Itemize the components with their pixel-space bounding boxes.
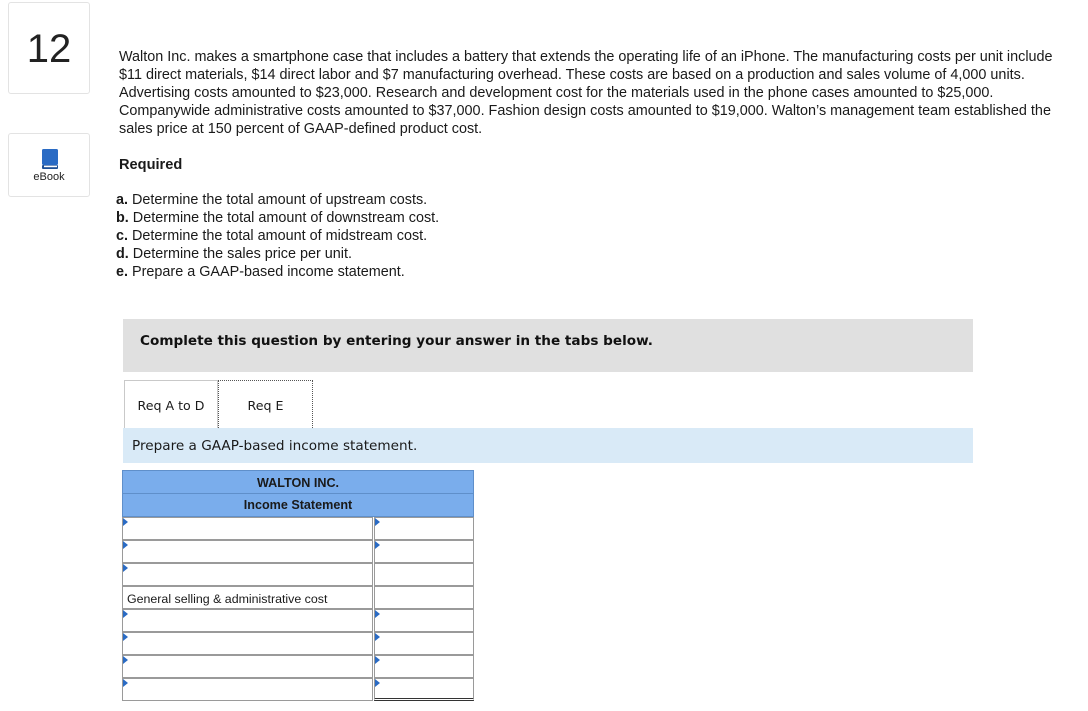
requirement-text: Determine the total amount of midstream cost. — [132, 228, 428, 244]
dropdown-marker-icon — [123, 679, 128, 687]
tab-panel-instruction — [123, 428, 973, 463]
statement-title: Income Statement — [122, 494, 474, 517]
label-dropdown[interactable] — [122, 517, 373, 540]
required-heading: Required — [119, 157, 183, 173]
dropdown-marker-icon — [123, 656, 128, 664]
amount-input[interactable] — [374, 586, 474, 609]
label-dropdown[interactable] — [122, 655, 373, 678]
gsa-label: General selling & administrative cost — [127, 592, 328, 606]
tab-label: Req A to D — [137, 398, 205, 413]
tab-panel-instruction-text: Prepare a GAAP-based income statement. — [132, 438, 418, 454]
label-dropdown[interactable] — [122, 609, 373, 632]
table-row — [122, 586, 474, 609]
prompt-text: Walton Inc. makes a smartphone case that includes a battery that extends the operating life of an iPhone. The manufacturing costs per unit include $11 direct materials, $14 direct labor and $7 manufacturing overhead. These costs are based on a production and sales volume of 4,000 units. Advertising costs amounted to $23,000. Research and development cost for the materials used in the phone cases amounted to $25,000. Companywide administrative costs amounted to $37,000. Fashion design costs amounted to $19,000. Walton’s management team established the sales price at 150 percent of GAAP-defined product cost. — [119, 49, 1053, 137]
amount-input[interactable] — [374, 655, 474, 678]
requirement-letter: e. — [116, 264, 129, 280]
book-icon — [40, 148, 60, 170]
table-row — [122, 517, 474, 540]
amount-input[interactable] — [374, 517, 474, 540]
requirement-item — [116, 245, 439, 263]
input-marker-icon — [375, 679, 380, 687]
label-dropdown[interactable] — [122, 632, 373, 655]
amount-input[interactable] — [374, 632, 474, 655]
input-marker-icon — [375, 633, 380, 641]
table-row — [122, 655, 474, 678]
label-dropdown[interactable] — [122, 563, 373, 586]
requirement-text: Determine the sales price per unit. — [132, 246, 352, 262]
requirement-item — [116, 263, 439, 281]
net-income-input[interactable] — [374, 678, 474, 701]
tab-label: Req E — [247, 398, 284, 413]
requirement-item — [116, 209, 439, 227]
dropdown-marker-icon — [123, 610, 128, 618]
amount-input[interactable] — [374, 540, 474, 563]
requirement-letter: b. — [116, 210, 129, 226]
requirement-item — [116, 227, 439, 245]
question-number-box — [8, 2, 90, 94]
input-marker-icon — [375, 541, 380, 549]
table-row — [122, 632, 474, 655]
question-number: 12 — [26, 27, 72, 71]
income-statement-table — [122, 470, 474, 701]
requirement-letter: a. — [116, 192, 129, 208]
table-row — [122, 678, 474, 701]
dropdown-marker-icon — [123, 564, 128, 572]
requirement-text: Prepare a GAAP-based income statement. — [132, 264, 405, 280]
requirement-letter: d. — [116, 246, 129, 262]
tab-req-e[interactable] — [218, 380, 313, 428]
ebook-button[interactable] — [8, 133, 90, 197]
amount-input[interactable] — [374, 609, 474, 632]
static-label-cell — [122, 586, 373, 609]
dropdown-marker-icon — [123, 633, 128, 641]
amount-input[interactable] — [374, 563, 474, 586]
input-marker-icon — [375, 656, 380, 664]
question-prompt — [119, 48, 1064, 138]
tab-req-a-to-d[interactable] — [124, 380, 218, 428]
table-row — [122, 563, 474, 586]
input-marker-icon — [375, 610, 380, 618]
table-row — [122, 609, 474, 632]
dropdown-marker-icon — [123, 518, 128, 526]
instruction-banner — [123, 319, 973, 372]
table-row — [122, 540, 474, 563]
requirements-list — [116, 191, 439, 281]
label-dropdown[interactable] — [122, 678, 373, 701]
instruction-banner-text: Complete this question by entering your answer in the tabs below. — [140, 333, 653, 349]
ebook-label: eBook — [33, 171, 65, 183]
requirement-letter: c. — [116, 228, 129, 244]
label-dropdown[interactable] — [122, 540, 373, 563]
requirement-text: Determine the total amount of downstream cost. — [132, 210, 440, 226]
requirement-text: Determine the total amount of upstream costs. — [132, 192, 428, 208]
input-marker-icon — [375, 518, 380, 526]
company-name: WALTON INC. — [122, 470, 474, 494]
dropdown-marker-icon — [123, 541, 128, 549]
requirement-item — [116, 191, 439, 209]
